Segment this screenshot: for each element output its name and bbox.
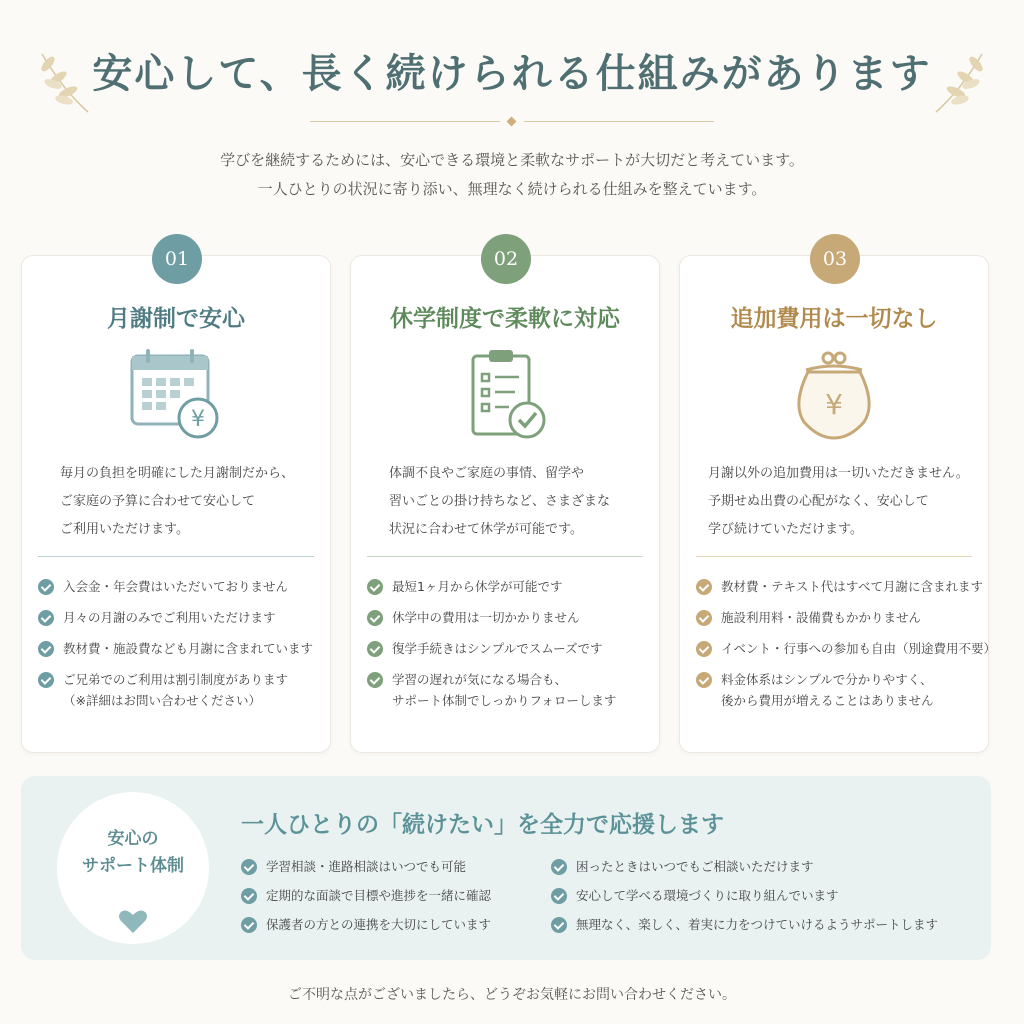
description-line: 状況に合わせて休学が可能です。 (389, 522, 583, 537)
description-line: ご家庭の予算に合わせて安心して (60, 494, 256, 509)
check-circle-icon (241, 859, 257, 875)
intro-text (0, 146, 1024, 204)
check-circle-icon (551, 859, 567, 875)
coin-purse-yen-icon (784, 346, 884, 446)
list-item: ご兄弟でのご利用は割引制度があります （※詳細はお問い合わせください） (38, 669, 322, 711)
card-feature-list (696, 576, 997, 721)
feature-card-monthly-fee (21, 248, 331, 753)
card-feature-list (38, 576, 322, 721)
card-description (60, 460, 310, 544)
intro-line: 一人ひとりの状況に寄り添い、無理なく続けられる仕組みを整えています。 (257, 180, 767, 198)
description-line: 体調不良やご家庭の事情、留学や (389, 466, 585, 481)
header (0, 0, 1024, 230)
description-line: 学び続けていただけます。 (708, 522, 863, 537)
card-divider (696, 556, 972, 557)
card-description (708, 460, 968, 544)
clipboard-check-icon (455, 346, 555, 446)
title-divider (310, 117, 714, 127)
card-title: 休学制度で柔軟に対応 (390, 305, 620, 332)
svg-text:¥: ¥ (825, 388, 843, 421)
heart-icon (118, 908, 148, 934)
card-number-badge: 02 (481, 234, 531, 284)
check-circle-icon (367, 610, 383, 626)
list-item: 月々の月謝のみでご利用いただけます (38, 607, 322, 628)
check-circle-icon (241, 917, 257, 933)
card-divider (38, 556, 314, 557)
check-circle-icon (551, 917, 567, 933)
list-item: 施設利用料・設備費もかかりません (696, 607, 980, 628)
support-badge-line: サポート体制 (82, 856, 184, 876)
list-item: 安心して学べる環境づくりに取り組んでいます (551, 885, 938, 906)
support-badge-line: 安心の (107, 829, 159, 849)
description-line: ご利用いただけます。 (60, 522, 189, 537)
page-title: 安心して、長く続けられる仕組みがあります (92, 50, 932, 97)
check-circle-icon (241, 888, 257, 904)
list-item: 入会金・年会費はいただいておりません (38, 576, 322, 597)
card-number-badge: 03 (810, 234, 860, 284)
support-badge (57, 792, 209, 944)
card-description (389, 460, 639, 544)
check-circle-icon (367, 579, 383, 595)
list-item: 教材費・施設費なども月謝に含まれています (38, 638, 322, 659)
description-line: 予期せぬ出費の心配がなく、安心して (708, 494, 929, 509)
support-section (21, 776, 991, 960)
list-item: 学習の遅れが気になる場合も、 サポート体制でしっかりフォローします (367, 669, 651, 711)
footer-note: ご不明な点がございましたら、どうぞお気軽にお問い合わせください。 (288, 987, 736, 1003)
card-title: 月謝制で安心 (107, 305, 245, 332)
card-title: 追加費用は一切なし (730, 305, 938, 332)
description-line: 月謝以外の追加費用は一切いただきません。 (708, 466, 969, 481)
list-item: 学習相談・進路相談はいつでも可能 (241, 856, 491, 877)
list-item: 教材費・テキスト代はすべて月謝に含まれます (696, 576, 980, 597)
list-item: 困ったときはいつでもご相談いただけます (551, 856, 938, 877)
check-circle-icon (38, 579, 54, 595)
check-circle-icon (38, 610, 54, 626)
check-circle-icon (38, 672, 54, 688)
description-line: 習いごとの掛け持ちなど、さまざまな (389, 494, 611, 509)
description-line: 毎月の負担を明確にした月謝制だから、 (60, 466, 295, 481)
list-item: 保護者の方との連携を大切にしています (241, 914, 491, 935)
calendar-yen-icon (126, 346, 226, 446)
check-circle-icon (551, 888, 567, 904)
check-circle-icon (696, 641, 712, 657)
check-circle-icon (696, 610, 712, 626)
support-list-right (551, 856, 938, 943)
feature-card-no-extra-fees (679, 248, 997, 753)
check-circle-icon (367, 672, 383, 688)
check-circle-icon (367, 641, 383, 657)
check-circle-icon (696, 579, 712, 595)
card-divider (367, 556, 643, 557)
card-number-badge: 01 (152, 234, 202, 284)
support-title: 一人ひとりの「続けたい」を全力で応援します (241, 811, 724, 838)
check-circle-icon (38, 641, 54, 657)
list-item: イベント・行事への参加も自由（別途費用不要） (696, 638, 980, 659)
support-list-left (241, 856, 491, 943)
list-item: 復学手続きはシンプルでスムーズです (367, 638, 651, 659)
list-item: 定期的な面談で目標や進捗を一緒に確認 (241, 885, 491, 906)
list-item: 休学中の費用は一切かかりません (367, 607, 651, 628)
list-item: 無理なく、楽しく、着実に力をつけていけるようサポートします (551, 914, 938, 935)
svg-text:¥: ¥ (191, 407, 205, 432)
list-item: 最短1ヶ月から休学が可能です (367, 576, 651, 597)
list-item: 料金体系はシンプルで分かりやすく、 後から費用が増えることはありません (696, 669, 980, 711)
feature-card-leave-of-absence (350, 248, 660, 753)
intro-line: 学びを継続するためには、安心できる環境と柔軟なサポートが大切だと考えています。 (220, 151, 804, 169)
check-circle-icon (696, 672, 712, 688)
card-feature-list (367, 576, 651, 721)
